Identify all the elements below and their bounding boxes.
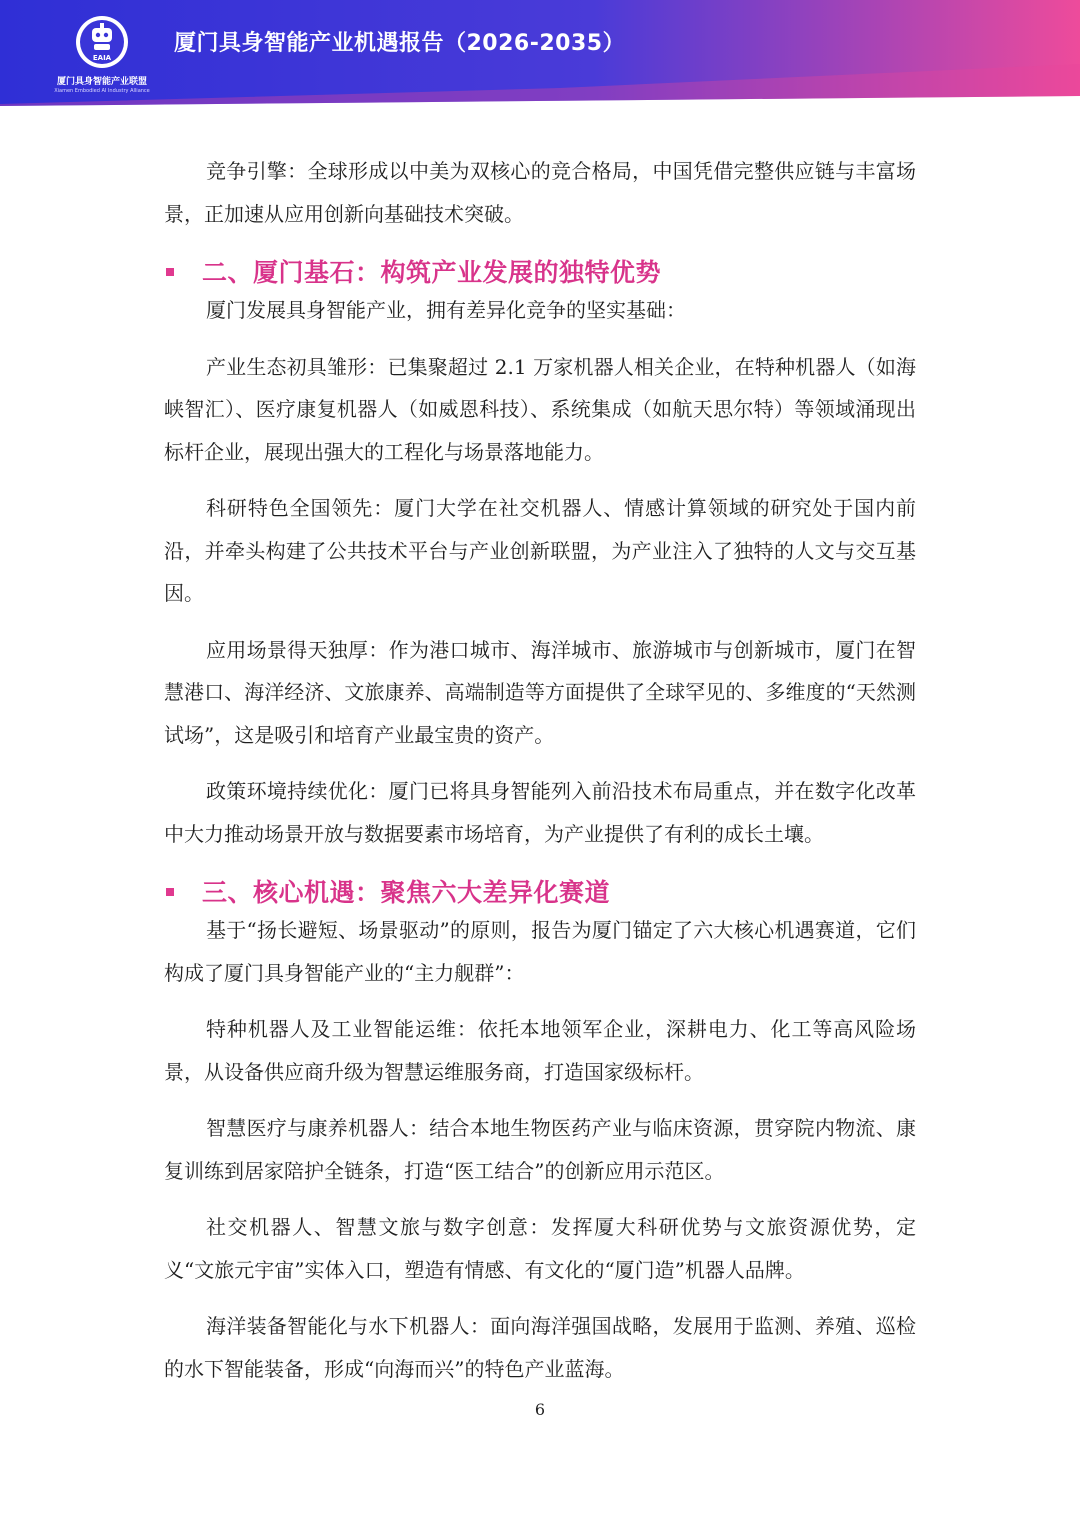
intro-paragraph: 竞争引擎：全球形成以中美为双核心的竞合格局，中国凭借完整供应链与丰富场景，正加速从应用创新向基础技术突破。 [164, 159, 916, 226]
body-paragraph: 社交机器人、智慧文旅与数字创意：发挥厦大科研优势与文旅资源优势，定义“文旅元宇宙”实体入口，塑造有情感、有文化的“厦门造”机器人品牌。 [164, 1215, 916, 1282]
section-heading-3 [164, 869, 916, 915]
section-title: 二、厦门基石：构筑产业发展的独特优势 [202, 258, 662, 287]
page-content [164, 150, 916, 1404]
logo-name: 厦门具身智能产业联盟 [56, 77, 147, 87]
body-paragraph: 智慧医疗与康养机器人：结合本地生物医药产业与临床资源，贯穿院内物流、康复训练到居家陪护全链条，打造“医工结合”的创新应用示范区。 [164, 1116, 916, 1183]
body-paragraph: 产业生态初具雏形：已集聚超过 2.1 万家机器人相关企业，在特种机器人（如海峡智汇）、医疗康复机器人（如威恩科技）、系统集成（如航天思尔特）等领域涌现出标杆企业，展现出强大的工程化与场景落地能力。 [164, 354, 916, 464]
section-title: 三、核心机遇：聚焦六大差异化赛道 [202, 878, 611, 907]
body-paragraph: 科研特色全国领先：厦门大学在社交机器人、情感计算领域的研究处于国内前沿，并牵头构建了公共技术平台与产业创新联盟，为产业注入了独特的人文与交互基因。 [164, 496, 916, 605]
logo-badge-text: EAIA [92, 54, 112, 62]
body-paragraph: 特种机器人及工业智能运维：依托本地领军企业，深耕电力、化工等高风险场景，从设备供应商升级为智慧运维服务商，打造国家级标杆。 [164, 1017, 916, 1084]
body-paragraph: 海洋装备智能化与水下机器人：面向海洋强国战略，发展用于监测、养殖、巡检的水下智能装备，形成“向海而兴”的特色产业蓝海。 [164, 1314, 916, 1381]
alliance-logo [50, 10, 154, 96]
page-header [0, 0, 1080, 108]
body-paragraph: 厦门发展具身智能产业，拥有差异化竞争的坚实基础： [206, 298, 686, 322]
logo-subtitle: Xiamen Embodied AI Industry Alliance [54, 88, 150, 94]
section-heading-2 [164, 249, 916, 295]
body-paragraph: 应用场景得天独厚：作为港口城市、海洋城市、旅游城市与创新城市，厦门在智慧港口、海洋经济、文旅康养、高端制造等方面提供了全球罕见的、多维度的“天然测试场”，这是吸引和培育产业最宝贵的资产。 [164, 637, 916, 747]
body-paragraph: 政策环境持续优化：厦门已将具身智能列入前沿技术布局重点，并在数字化改革中大力推动场景开放与数据要素市场培育，为产业提供了有利的成长土壤。 [164, 779, 916, 846]
square-bullet-icon [166, 888, 174, 896]
document-title: 厦门具身智能产业机遇报告（2026-2035） [174, 31, 626, 56]
page-number: 6 [534, 1400, 546, 1419]
robot-logo-icon [74, 14, 130, 70]
body-paragraph: 基于“扬长避短、场景驱动”的原则，报告为厦门锚定了六大核心机遇赛道，它们构成了厦门具身智能产业的“主力舰群”： [164, 918, 916, 985]
square-bullet-icon [166, 268, 174, 276]
